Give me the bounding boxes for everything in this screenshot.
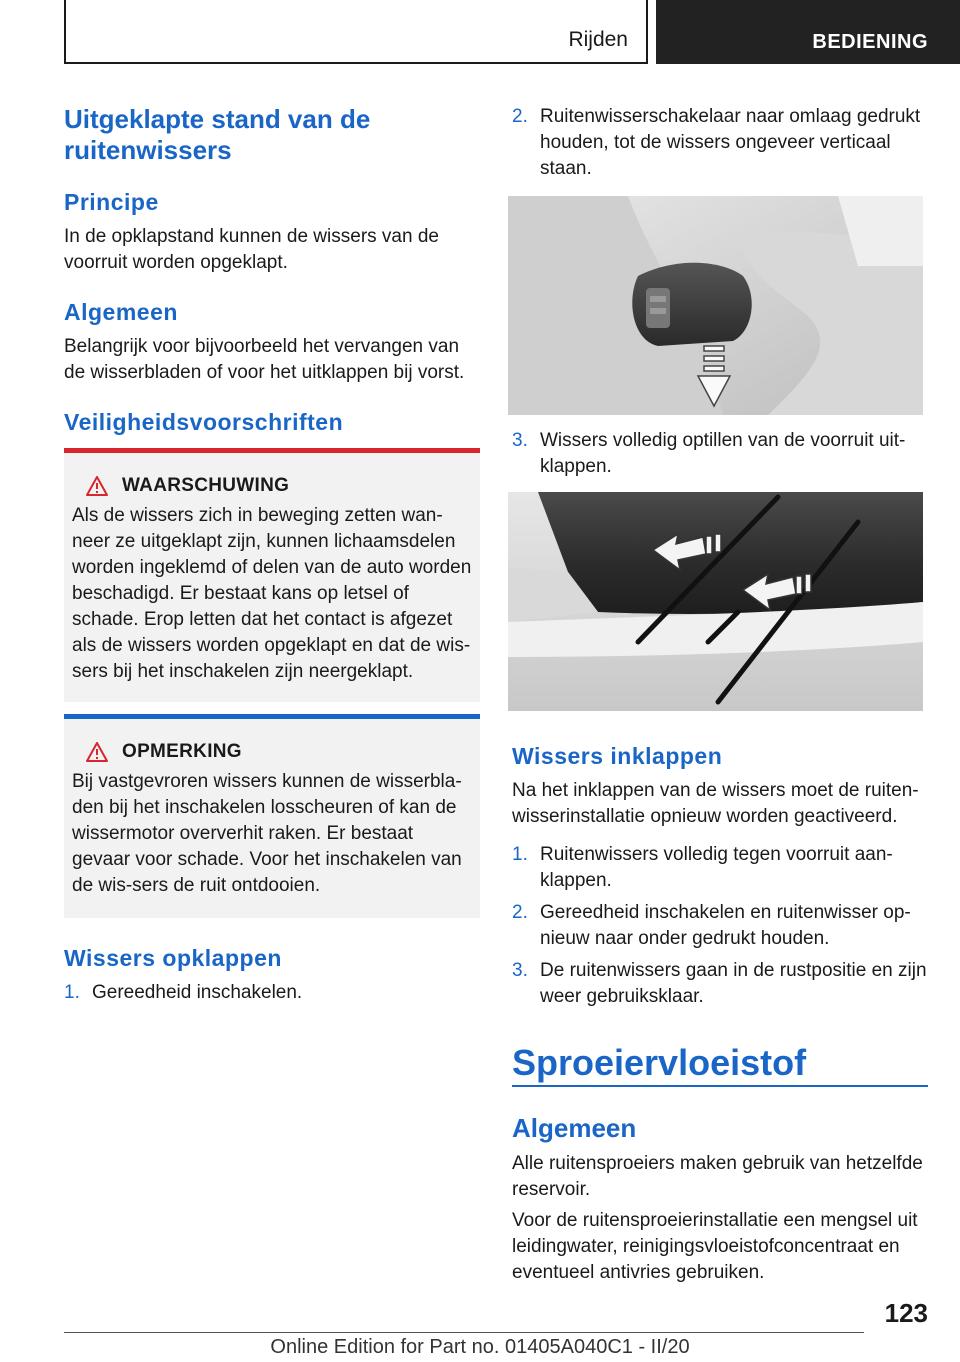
header-section-box [64,0,648,64]
list-item [512,104,928,182]
list-item [512,958,928,1010]
page-number: 123 [884,1298,928,1328]
fold-in-heading: Wissers inklappen [512,743,723,769]
warning-triangle-icon [86,476,108,496]
list-item-text: Wissers volledig optillen van de voorruit uit-klappen. [540,430,906,477]
warning-header [72,475,472,497]
general-text: Belangrijk voor bijvoorbeeld het vervangen van de wisserbladen of voor het uitklappen bij vorst. [64,336,465,383]
principle-heading: Principe [64,189,159,215]
safety-heading: Veiligheidsvoorschriften [64,409,344,435]
step-list-a [512,104,928,182]
wiper-switch-image [508,196,923,415]
fold-in-text: Na het inklappen van de wissers moet de ruiten-wisserinstallatie opnieuw worden geactiveerd. [512,780,919,827]
list-item-number: 2. [512,106,528,127]
list-item-number: 3. [512,960,528,981]
general-heading-right: Algemeen [512,1113,637,1143]
warning-label: WAARSCHUWING [122,475,290,496]
note-text: Bij vastgevroren wissers kunnen de wisserbla-den bij het inschakelen losscheuren of kan de wissermotor oververhit raken. Er bestaat gevaar voor schade. Voor het inschakelen van de wis-sers de ruit ontdooien. [72,771,462,896]
fold-up-list [64,980,480,1006]
principle-text: In de opklapstand kunnen de wissers van de voorruit worden opgeklapt. [64,226,439,273]
wipers-lifted-illustration [508,492,923,711]
wipers-lifted-image [508,492,923,711]
list-item-number: 1. [64,982,80,1003]
wiper-switch-illustration [508,196,923,415]
section-title: Uitgeklapte stand van de ruitenwissers [64,104,371,165]
footer-edition: Online Edition for Part no. 01405A040C1 - II/20 [270,1336,690,1358]
header-section-title: Rijden [568,28,628,51]
note-box [64,714,480,918]
fold-up-heading: Wissers opklappen [64,945,282,971]
list-item-text: Gereedheid inschakelen en ruitenwisser op-nieuw naar onder gedrukt houden. [540,902,911,949]
note-header [72,741,472,763]
list-item [64,980,480,1006]
list-item-text: Ruitenwisserschakelaar naar omlaag gedrukt houden, tot de wissers ongeveer verticaal staan. [540,106,921,179]
footer-rule [64,1332,864,1333]
warning-box [64,448,480,702]
warning-text: Als de wissers zich in beweging zetten wan-neer ze uitgeklapt zijn, kunnen lichaamsdelen worden ingeklemd of delen van de auto worden beschadigd. Er bestaat kans op letsel of schade. Erop letten dat het contact is afgezet als de wissers worden opgeklapt en dat de wis-sers bij het inschakelen zijn neergeklapt. [72,505,472,682]
section-divider [512,1085,928,1087]
note-triangle-icon [86,742,108,762]
general-text-right-2: Voor de ruitensproeierinstallatie een mengsel uit leidingwater, reinigingsvloeistofconcentraat en eventueel antivries gebruiken. [512,1210,918,1283]
list-item-number: 2. [512,902,528,923]
list-item-number: 3. [512,430,528,451]
list-item-number: 1. [512,844,528,865]
list-item-text: De ruitenwissers gaan in de rustpositie en zijn weer gebruiksklaar. [540,960,927,1007]
general-heading: Algemeen [64,299,178,325]
list-item [512,900,928,952]
general-text-right-1: Alle ruitensproeiers maken gebruik van hetzelfde reservoir. [512,1153,923,1200]
fold-in-list [512,842,928,1010]
list-item [512,842,928,894]
chapter-section-title: Sproeiervloeistof [512,1042,807,1083]
list-item-text: Ruitenwissers volledig tegen voorruit aan-klappen. [540,844,893,891]
list-item [512,428,928,480]
list-item-text: Gereedheid inschakelen. [92,982,303,1003]
note-label: OPMERKING [122,741,242,762]
header-chapter-tab: BEDIENING [656,0,960,64]
step-list-b [512,428,928,480]
